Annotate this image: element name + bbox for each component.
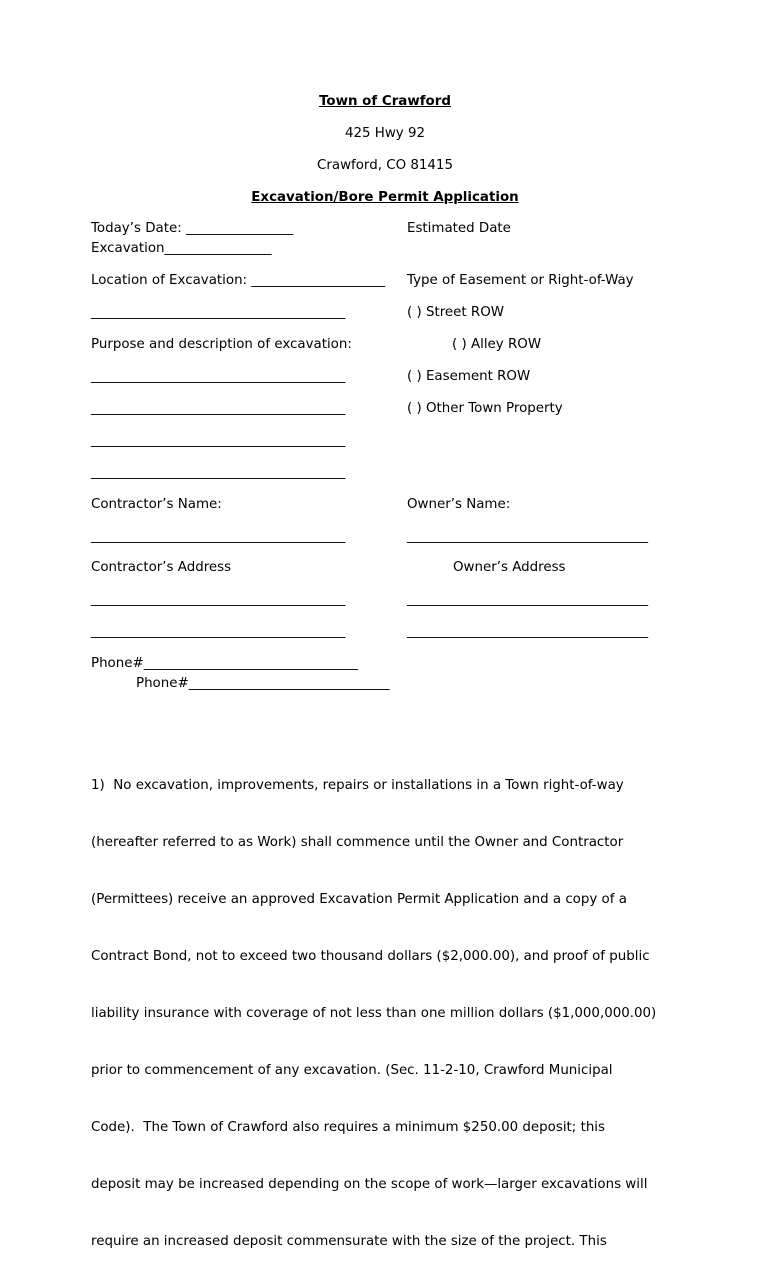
purpose-line-2[interactable]: ______________________________________	[91, 401, 346, 416]
easement-type-label: Type of Easement or Right-of-Way	[407, 273, 634, 288]
estimated-date-label: Estimated Date	[407, 221, 511, 236]
owner-address-line-2[interactable]: ____________________________________	[407, 624, 649, 639]
terms-line: Contract Bond, not to exceed two thousand dollars ($2,000.00), and proof of public	[91, 949, 650, 964]
terms-line: 1) No excavation, improvements, repairs or installations in a Town right-of-way	[91, 778, 624, 793]
alley-row-option[interactable]: ( ) Alley ROW	[452, 337, 542, 352]
contractor-address-line-1[interactable]: ______________________________________	[91, 592, 346, 607]
owner-address-label: Owner’s Address	[453, 560, 566, 575]
terms-line: require an increased deposit commensurate with the size of the project. This	[91, 1234, 607, 1249]
location-line-2[interactable]: ______________________________________	[91, 305, 346, 320]
terms-line: prior to commencement of any excavation. (Sec. 11-2-10, Crawford Municipal	[91, 1063, 613, 1078]
easement-row-option[interactable]: ( ) Easement ROW	[407, 369, 531, 384]
owner-address-line-1[interactable]: ____________________________________	[407, 592, 649, 607]
owner-name-label: Owner’s Name:	[407, 497, 511, 512]
excavation-date-field[interactable]: Excavation________________	[91, 241, 272, 256]
terms-line: (hereafter referred to as Work) shall commence until the Owner and Contractor	[91, 835, 624, 850]
terms-line: liability insurance with coverage of not less than one million dollars ($1,000,000.00)	[91, 1006, 657, 1021]
owner-name-line[interactable]: ____________________________________	[407, 529, 649, 544]
contractor-name-line[interactable]: ______________________________________	[91, 529, 346, 544]
todays-date-field[interactable]: Today’s Date: ________________	[91, 221, 294, 236]
contractor-phone-field[interactable]: Phone#________________________________	[91, 656, 358, 671]
purpose-line-3[interactable]: ______________________________________	[91, 433, 346, 448]
terms-line: deposit may be increased depending on the scope of work—larger excavations will	[91, 1177, 648, 1192]
purpose-line-1[interactable]: ______________________________________	[91, 369, 346, 384]
form-title: Excavation/Bore Permit Application	[251, 190, 519, 205]
terms-paragraph	[91, 738, 701, 1270]
terms-line: (Permittees) receive an approved Excavation Permit Application and a copy of a	[91, 892, 627, 907]
location-field[interactable]: Location of Excavation: ____________________	[91, 273, 386, 288]
contractor-name-label: Contractor’s Name:	[91, 497, 222, 512]
town-title: Town of Crawford	[319, 94, 451, 109]
address-city: Crawford, CO 81415	[317, 158, 453, 173]
purpose-line-4[interactable]: ______________________________________	[91, 465, 346, 480]
contractor-address-label: Contractor’s Address	[91, 560, 232, 575]
contractor-address-line-2[interactable]: ______________________________________	[91, 624, 346, 639]
owner-phone-field[interactable]: Phone#______________________________	[136, 676, 390, 691]
purpose-label: Purpose and description of excavation:	[91, 337, 352, 352]
terms-line: Code). The Town of Crawford also requires a minimum $250.00 deposit; this	[91, 1120, 606, 1135]
street-row-option[interactable]: ( ) Street ROW	[407, 305, 504, 320]
other-town-property-option[interactable]: ( ) Other Town Property	[407, 401, 563, 416]
address-street: 425 Hwy 92	[344, 126, 426, 141]
